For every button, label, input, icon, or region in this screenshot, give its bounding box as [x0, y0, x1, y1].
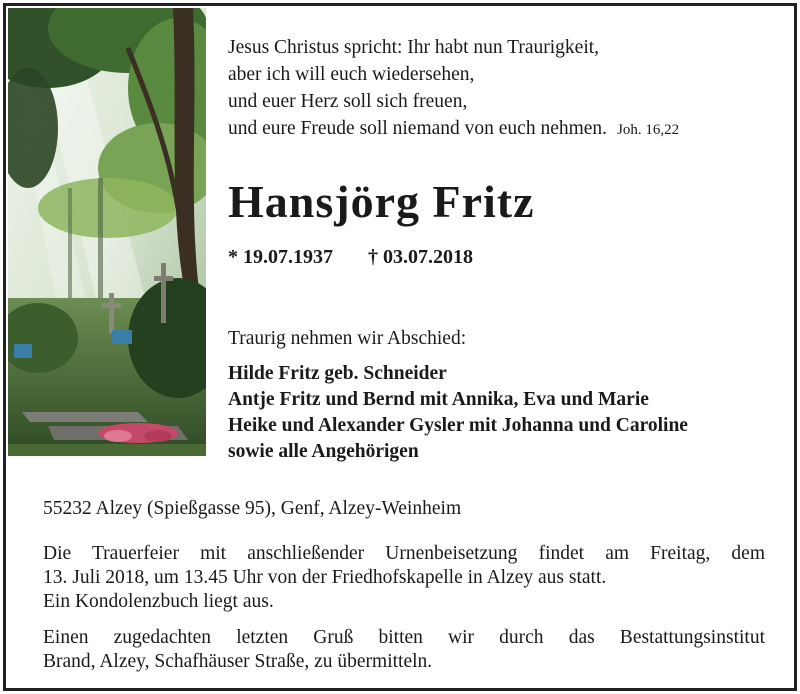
notice-line: 13. Juli 2018, um 13.45 Uhr von der Friedhofskapelle in Alzey aus statt. — [43, 567, 607, 588]
quote-line: aber ich will euch wiedersehen, — [228, 64, 475, 85]
mourner-name: Antje Fritz und Bernd mit Annika, Eva und Marie — [228, 389, 649, 410]
life-dates — [228, 246, 473, 269]
bible-quote — [228, 34, 679, 144]
quote-reference: Joh. 16,22 — [617, 122, 680, 138]
quote-line-last — [228, 115, 679, 144]
mourner-name: Hilde Fritz geb. Schneider — [228, 363, 447, 384]
quote-line: Jesus Christus spricht: Ihr habt nun Traurigkeit, — [228, 37, 600, 58]
death-date: † 03.07.2018 — [368, 246, 473, 268]
mourner-name: sowie alle Angehörigen — [228, 441, 419, 462]
family-address: 55232 Alzey (Spießgasse 95), Genf, Alzey-Weinheim — [43, 498, 462, 519]
cemetery-photo — [8, 8, 206, 456]
obituary-frame — [3, 3, 797, 691]
quote-line: und eure Freude soll niemand von euch nehmen. — [228, 118, 608, 139]
funeral-notice — [43, 542, 765, 674]
notice-line: Brand, Alzey, Schafhäuser Straße, zu übermitteln. — [43, 651, 433, 672]
mourners-list — [228, 361, 688, 465]
mourners-intro: Traurig nehmen wir Abschied: — [228, 328, 467, 349]
birth-date: * 19.07.1937 — [228, 246, 333, 268]
notice-line: Die Trauerfeier mit anschließender Urnenbeisetzung findet am Freitag, dem — [43, 543, 765, 564]
quote-line: und euer Herz soll sich freuen, — [228, 91, 468, 112]
mourner-name: Heike und Alexander Gysler mit Johanna und Caroline — [228, 415, 688, 436]
notice-line: Ein Kondolenzbuch liegt aus. — [43, 591, 274, 612]
deceased-name: Hansjörg Fritz — [228, 176, 535, 227]
notice-line: Einen zugedachten letzten Gruß bitten wir durch das Bestattungsinstitut — [43, 627, 765, 648]
